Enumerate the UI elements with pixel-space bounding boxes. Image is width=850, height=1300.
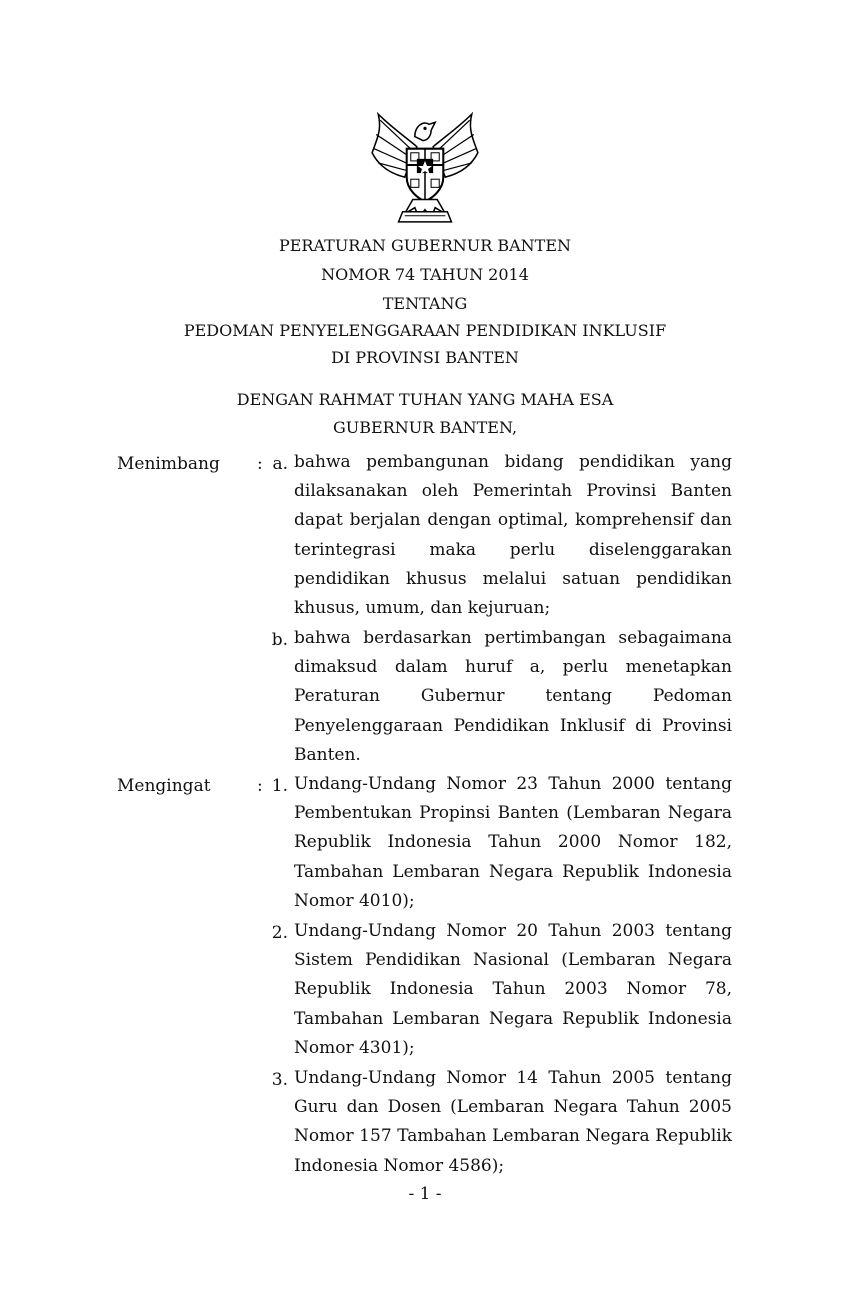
menimbang-item-text: bahwa berdasarkan pertimbangan sebagaimana dimaksud dalam huruf a, perlu menetapkan Peraturan Gubernur tentang Pedoman Penyelenggaraan Pendidikan Inklusif di Provinsi Banten. [294, 628, 732, 765]
menimbang-label: Menimbang [117, 454, 220, 474]
mengingat-item-text: Undang-Undang Nomor 14 Tahun 2005 tentang Guru dan Dosen (Lembaran Negara Tahun 2005 Nomor 157 Tambahan Lembaran Negara Republik Indonesia Nomor 4586); [294, 1068, 732, 1176]
menimbang-item-text: bahwa pembangunan bidang pendidikan yang dilaksanakan oleh Pemerintah Provinsi Banten dapat berjalan dengan optimal, komprehensif dan terintegrasi maka perlu diselenggarakan pendidikan khusus melalui satuan pendidikan khusus, umum, dan kejuruan; [294, 452, 732, 619]
mengingat-item-marker: 3. [271, 1070, 288, 1090]
regulation-subject-region: DI PROVINSI BANTEN [331, 348, 519, 367]
preamble-invocation: DENGAN RAHMAT TUHAN YANG MAHA ESA [236, 390, 614, 409]
preamble-governor: GUBERNUR BANTEN, [332, 418, 518, 437]
mengingat-item-text: Undang-Undang Nomor 20 Tahun 2003 tentang Sistem Pendidikan Nasional (Lembaran Negara Republik Indonesia Tahun 2003 Nomor 78, Tambahan Lembaran Negara Republik Indonesia Nomor 4301); [294, 921, 732, 1058]
mengingat-label: Mengingat [117, 776, 211, 796]
mengingat-colon: : [257, 776, 263, 796]
mengingat-item-text: Undang-Undang Nomor 23 Tahun 2000 tentang Pembentukan Propinsi Banten (Lembaran Negara Republik Indonesia Tahun 2000 Nomor 182, Tambahan Lembaran Negara Republik Indonesia Nomor 4010); [294, 774, 732, 911]
regulation-title: PERATURAN GUBERNUR BANTEN [278, 236, 572, 255]
page-number: - 1 - [408, 1184, 442, 1204]
regulation-number: NOMOR 74 TAHUN 2014 [321, 265, 529, 284]
mengingat-item-marker: 2. [271, 923, 288, 943]
mengingat-item-marker: 1. [271, 776, 288, 796]
regulation-subject: PEDOMAN PENYELENGGARAAN PENDIDIKAN INKLUSIF [183, 321, 667, 340]
menimbang-colon: : [257, 454, 263, 474]
menimbang-item-marker: b. [271, 630, 288, 650]
regulation-tentang: TENTANG [382, 294, 468, 313]
menimbang-item-marker: a. [272, 454, 288, 474]
garuda-emblem-icon [364, 106, 486, 228]
